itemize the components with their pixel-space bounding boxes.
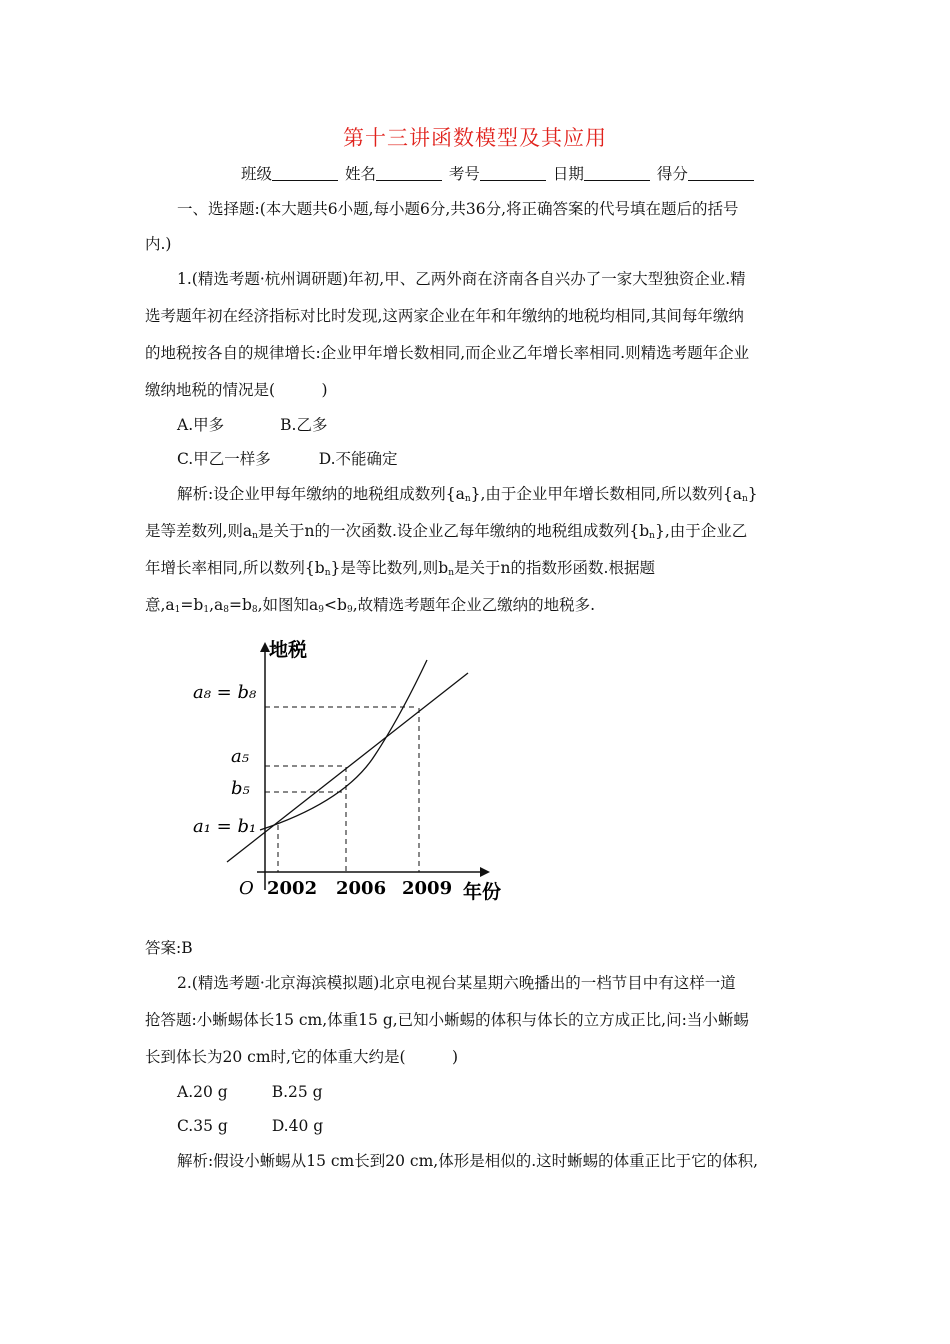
q2-options-row2: [177, 1115, 842, 1137]
q1-line2: 选考题年初在经济指标对比时发现,这两家企业在年和年缴纳的地税均相同,其间每年缴纳: [145, 307, 744, 325]
q2-option-a[interactable]: A.20 g: [177, 1083, 228, 1101]
header-fields: [241, 162, 756, 184]
field-name-blank[interactable]: [376, 164, 442, 181]
field-date-blank[interactable]: [584, 164, 650, 181]
q1-option-c[interactable]: C.甲乙一样多: [177, 450, 271, 468]
tax-growth-figure: [185, 632, 515, 912]
q1-option-d[interactable]: D.不能确定: [318, 450, 398, 468]
x-tick-2006: 2006: [336, 878, 387, 899]
q1-line3: 的地税按各自的规律增长:企业甲年增长数相同,而企业乙年增长率相同.则精选考题年企业: [145, 344, 750, 362]
q2-line3: 长到体长为20 cm时,它的体重大约是( ): [145, 1048, 459, 1066]
section-heading-line2: 内.): [145, 235, 172, 253]
q1-analysis-line3: 年增长率相同,所以数列$\{b_n\}$是等比数列,则$b_n$是关于n的指数形函数.根据题: [145, 559, 655, 578]
q2-line2: 抢答题:小蜥蜴体长15 cm,体重15 g,已知小蜥蜴的体积与体长的立方成正比,问:当小蜥蜴: [145, 1011, 749, 1029]
field-class-blank[interactable]: [272, 164, 338, 181]
q2-option-d[interactable]: D.40 g: [271, 1117, 324, 1135]
y-axis-label: 地税: [269, 639, 308, 661]
q2-line1: 2.(精选考题·北京海滨模拟题)北京电视台某星期六晚播出的一档节目中有这样一道: [177, 974, 736, 992]
section-heading-line1: 一、选择题:(本大题共6小题,每小题6分,共36分,将正确答案的代号填在题后的括号: [177, 200, 739, 218]
x-tick-2002: 2002: [267, 878, 318, 899]
field-date-label: 日期: [552, 165, 584, 183]
q1-option-b[interactable]: B.乙多: [280, 416, 328, 434]
field-number-label: 考号: [448, 165, 480, 183]
label-a5: a₅: [231, 746, 249, 767]
q1-line1: 1.(精选考题·杭州调研题)年初,甲、乙两外商在济南各自兴办了一家大型独资企业.精: [177, 270, 746, 288]
field-score-label: 得分: [656, 165, 688, 183]
field-score-blank[interactable]: [688, 164, 754, 181]
x-tick-2009: 2009: [402, 878, 453, 899]
q1-options-row1: [177, 414, 842, 436]
exponential-curve: [260, 660, 427, 830]
field-class-label: 班级: [241, 165, 273, 183]
q2-options-row1: [177, 1081, 842, 1103]
q1-line4: 缴纳地税的情况是( ): [145, 381, 328, 399]
label-a8-b8: a₈ = b₈: [193, 682, 257, 703]
origin-label: O: [239, 878, 254, 899]
label-a1-b1: a₁ = b₁: [193, 816, 257, 837]
q1-analysis-line2: 是等差数列,则$a_n$是关于n的一次函数.设企业乙每年缴纳的地税组成数列$\{b_n\}$,由于企业乙: [145, 522, 748, 541]
q1-option-a[interactable]: A.甲多: [177, 416, 225, 434]
field-number-blank[interactable]: [480, 164, 546, 181]
x-axis-label: 年份: [463, 881, 502, 903]
linear-line: [227, 673, 468, 862]
label-b5: b₅: [231, 778, 250, 799]
q2-option-c[interactable]: C.35 g: [177, 1117, 228, 1135]
q1-answer: 答案:B: [145, 939, 193, 957]
q1-analysis-line4: 意$,a_1=b_1,a_8=b_8$,如图知$a_9<b_9$,故精选考题年企业乙缴纳的地税多.: [145, 596, 596, 615]
q1-options-row2: [177, 448, 842, 470]
field-name-label: 姓名: [344, 165, 376, 183]
q2-option-b[interactable]: B.25 g: [271, 1083, 323, 1101]
q1-analysis-line1: 解析:设企业甲每年缴纳的地税组成数列$\{a_n\}$,由于企业甲年增长数相同,所以数列$\{a_n\}$: [177, 485, 758, 504]
page-title: 第十三讲函数模型及其应用: [343, 126, 607, 150]
q2-analysis-line1: 解析:假设小蜥蜴从15 cm长到20 cm,体形是相似的.这时蜥蜴的体重正比于它的体积,: [177, 1152, 759, 1170]
